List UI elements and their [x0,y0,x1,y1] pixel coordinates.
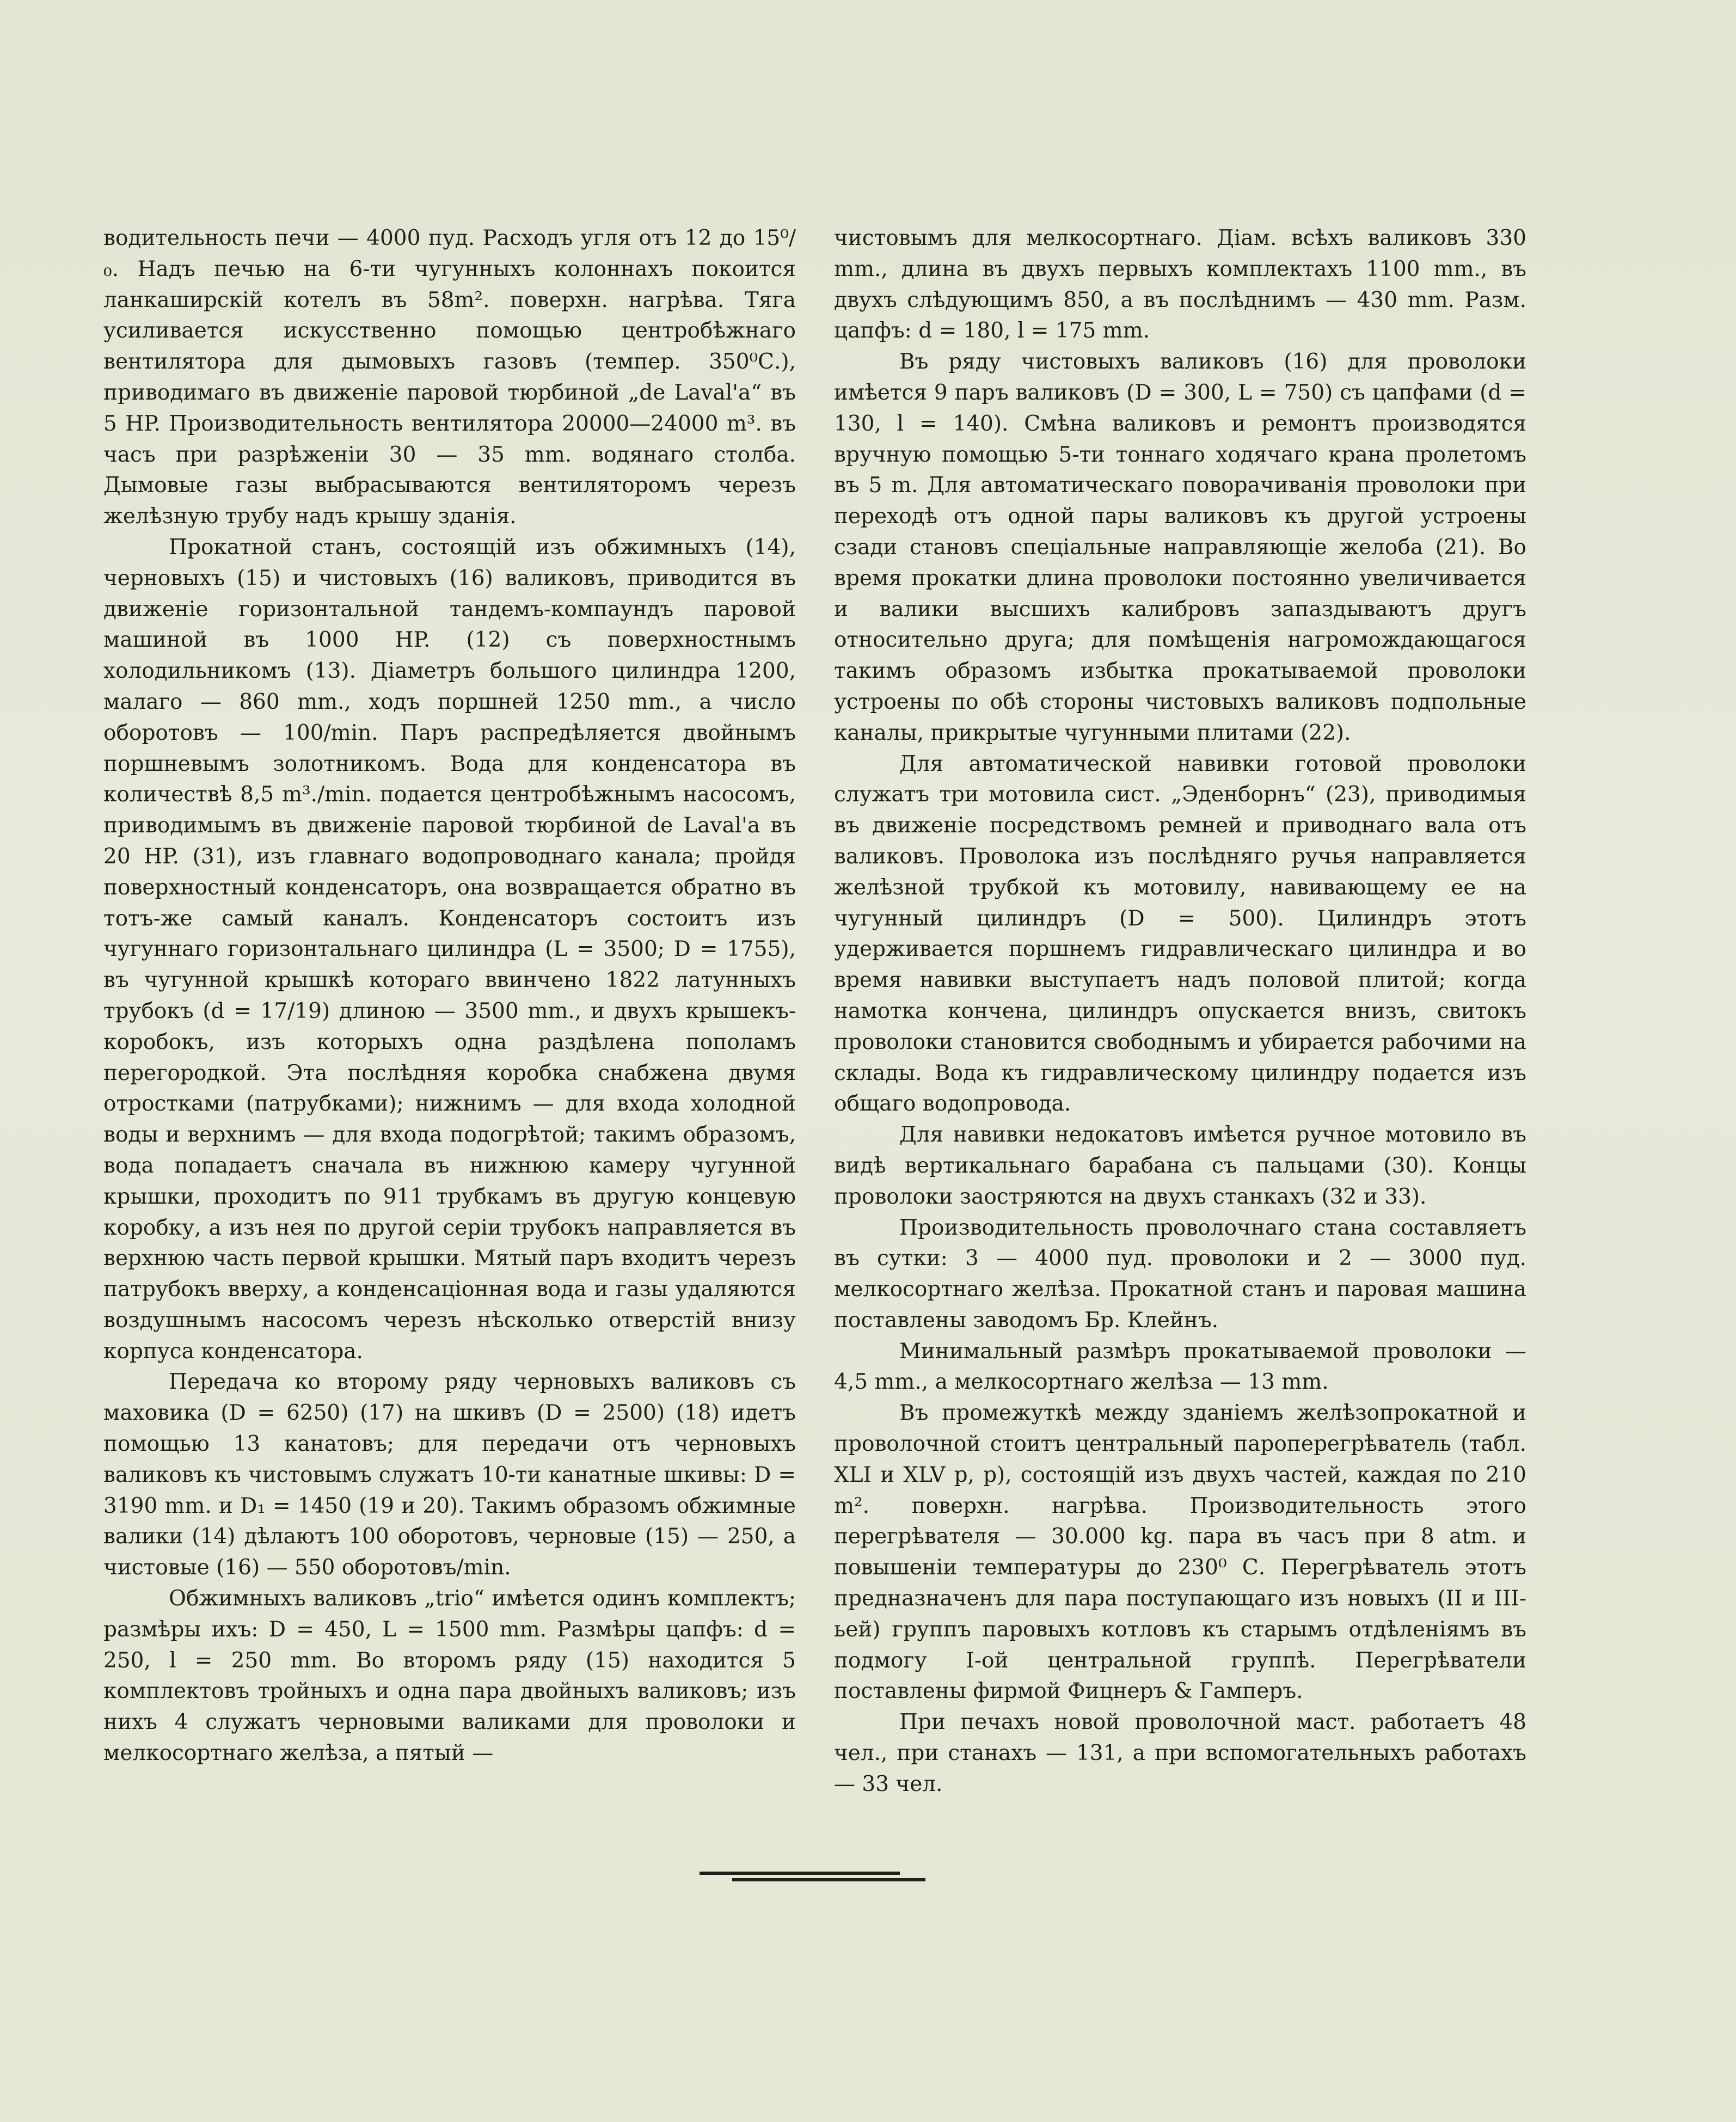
paragraph: чистовымъ для мелкосортнаго. Діам. всѣхъ валиковъ 330 mm., длина въ двухъ первыхъ комплектахъ 1100 mm., въ двухъ слѣдующимъ 850, а въ послѣднимъ — 430 mm. Разм. цапфъ: d = 180, l = 175 mm. [834,226,1526,344]
paragraph: Прокатной станъ, состоящій изъ обжимныхъ (14), черновыхъ (15) и чистовыхъ (16) валиковъ, приводится въ движеніе горизонтальной тандемъ-компаундъ паровой машиной въ 1000 HP. (12) съ поверхностнымъ холодильникомъ (13). Діаметръ большого цилиндра 1200, малаго — 860 mm., ходъ поршней 1250 mm., а число оборотовъ — 100/min. Паръ распредѣляется двойнымъ поршневымъ золотникомъ. Вода для конденсатора въ количествѣ 8,5 m³./min. подается центробѣжнымъ насосомъ, приводимымъ въ движеніе паровой тюрбиной de Laval'a въ 20 HP. (31), изъ главнаго водопроводнаго канала; пройдя поверхностный конденсаторъ, она возвращается обратно въ тотъ-же самый каналъ. Конденсаторъ состоитъ изъ чугуннаго горизонтальнаго цилиндра (L = 3500; D = 1755), въ чугунной крышкѣ котораго ввинчено 1822 латунныхъ трубокъ (d = 17/19) длиною — 3500 mm., и двухъ крышекъ-коробокъ, изъ которыхъ одна раздѣлена пополамъ перегородкой. Эта послѣдняя коробка снабжена двумя отростками (патрубками); нижнимъ — для входа холодной воды и верхнимъ — для входа подогрѣтой; такимъ образомъ, вода попадаетъ сначала въ нижнюю камеру чугунной крышки, проходитъ по 911 трубкамъ въ другую концевую коробку, а изъ нея по другой серіи трубокъ направляется въ верхнюю часть первой крышки. Мятый паръ входитъ черезъ патрубокъ вверху, а конденсаціонная вода и газы удаляются воздушнымъ насосомъ черезъ нѣсколько отверстій внизу корпуса конденсатора. [103,535,796,1364]
paragraph: Въ ряду чистовыхъ валиковъ (16) для проволоки имѣется 9 паръ валиковъ (D = 300, L = 750) съ цапфами (d = 130, l = 140). Смѣна валиковъ и ремонтъ производятся вручную помощью 5-ти тоннаго ходячаго крана пролетомъ въ 5 m. Для автоматическаго поворачиванія проволоки при переходѣ отъ одной пары валиковъ къ другой устроены сзади становъ спеціальные направляющіе желоба (21). Во время прокатки длина проволоки постоянно увеличивается и валики высшихъ калибровъ запаздываютъ другъ относительно друга; для помѣщенія нагромождающагося такимъ образомъ избытка прокатываемой проволоки устроены по обѣ стороны чистовыхъ валиковъ подпольные каналы, прикрытые чугунными плитами (22). [834,349,1526,745]
left-column [103,223,796,1769]
paragraph: Для навивки недокатовъ имѣется ручное мотовило въ видѣ вертикальнаго барабана съ пальцами (30). Концы проволоки заостряются на двухъ станкахъ (32 и 33). [834,1123,1526,1209]
paragraph: Передача ко второму ряду черновыхъ валиковъ съ маховика (D = 6250) (17) на шкивъ (D = 2500) (18) идетъ помощью 13 канатовъ; для передачи отъ черновыхъ валиковъ къ чистовымъ служатъ 10-ти канатные шкивы: D = 3190 mm. и D₁ = 1450 (19 и 20). Такимъ образомъ обжимные валики (14) дѣлаютъ 100 оборотовъ, черновые (15) — 250, а чистовые (16) — 550 оборотовъ/min. [103,1370,796,1580]
end-rule-upper [700,1872,900,1875]
paragraph: Для автоматической навивки готовой проволоки служатъ три мотовила сист. „Эденборнъ“ (23), приводимыя въ движеніе посредствомъ ремней и приводнаго вала отъ валиковъ. Проволока изъ послѣдняго ручья направляется желѣзной трубкой къ мотовилу, навивающему ее на чугунный цилиндръ (D = 500). Цилиндръ этотъ удерживается поршнемъ гидравлическаго цилиндра и во время навивки выступаетъ надъ половой плитой; когда намотка кончена, цилиндръ опускается внизъ, свитокъ проволоки становится свободнымъ и убирается рабочими на склады. Вода къ гидравлическому цилиндру подается изъ общаго водопровода. [834,751,1526,1117]
right-column [834,223,1526,1800]
paragraph: Обжимныхъ валиковъ „trio“ имѣется одинъ комплектъ; размѣры ихъ: D = 450, L = 1500 mm. Размѣры цапфъ: d = 250, l = 250 mm. Во второмъ ряду (15) находится 5 комплектовъ тройныхъ и одна пара двойныхъ валиковъ; изъ нихъ 4 служатъ черновыми валиками для проволоки и мелкосортнаго желѣза, а пятый — [103,1586,796,1766]
end-rule-lower [732,1878,925,1881]
paragraph: Минимальный размѣръ прокатываемой проволоки — 4,5 mm., а мелкосортнаго желѣза — 13 mm. [834,1339,1526,1395]
paragraph: При печахъ новой проволочной маст. работаетъ 48 чел., при станахъ — 131, а при вспомогательныхъ работахъ — 33 чел. [834,1710,1526,1796]
end-ornament [694,1867,939,1889]
paragraph: водительность печи — 4000 пуд. Расходъ угля отъ 12 до 15⁰/₀. Надъ печью на 6-ти чугунныхъ колоннахъ покоится ланкаширскій котелъ въ 58m². поверхн. нагрѣва. Тяга усиливается искусственно помощью центробѣжнаго вентилятора для дымовыхъ газовъ (темпер. 350⁰С.), приводимаго въ движеніе паровой тюрбиной „de Laval'a“ въ 5 HP. Производительность вентилятора 20000—24000 m³. въ часъ при разрѣженіи 30 — 35 mm. водянаго столба. Дымовые газы выбрасываются вентиляторомъ черезъ желѣзную трубу надъ крышу зданія. [103,226,796,529]
paragraph: Въ промежуткѣ между зданіемъ желѣзопрокатной и проволочной стоитъ центральный пароперегрѣватель (табл. XLI и XLV p, p), состоящій изъ двухъ частей, каждая по 210 m². поверхн. нагрѣва. Производительность этого перегрѣвателя — 30.000 kg. пара въ часъ при 8 atm. и повышеніи температуры до 230⁰ С. Перегрѣватель этотъ предназначенъ для пара поступающаго изъ новыхъ (II и III-ьей) группъ паровыхъ котловъ къ старымъ отдѣленіямъ въ подмогу I-ой центральной группѣ. Перегрѣватели поставлены фирмой Фицнеръ & Гамперъ. [834,1401,1526,1704]
paragraph: Производительность проволочнаго стана составляетъ въ сутки: 3 — 4000 пуд. проволоки и 2 — 3000 пуд. мелкосортнаго желѣза. Прокатной станъ и паровая машина поставлены заводомъ Бр. Клейнъ. [834,1215,1526,1333]
